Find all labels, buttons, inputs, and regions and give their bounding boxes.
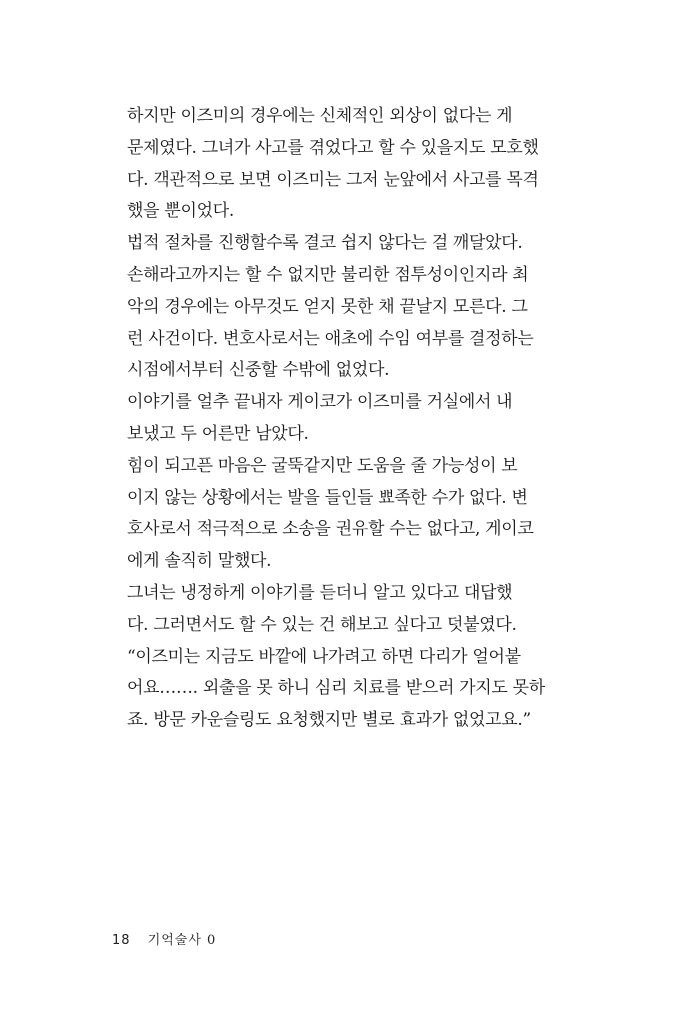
- paragraph-2: [112, 228, 560, 387]
- text-line: 문제였다. 그녀가 사고를 겪었다고 할 수 있을지도 모호했: [127, 137, 539, 158]
- text-line: 런 사건이다. 변호사로서는 애초에 수임 여부를 결정하는: [127, 328, 534, 349]
- text-line: 다. 그러면서도 할 수 있는 건 해보고 싶다고 덧붙였다.: [127, 614, 517, 635]
- text-line: 하지만 이즈미의 경우에는 신체적인 외상이 없다는 게: [127, 106, 513, 126]
- text-line: 손해라고까지는 할 수 없지만 불리한 점투성이인지라 최: [127, 264, 529, 285]
- text-line: 힘이 되고픈 마음은 굴뚝같지만 도움을 줄 가능성이 보: [127, 455, 518, 476]
- paragraph-5: [112, 578, 560, 642]
- paragraph-6: [112, 642, 560, 737]
- page-body: [112, 101, 560, 737]
- page-footer: [112, 929, 216, 948]
- paragraph-4: [112, 451, 560, 578]
- text-line: 보냈고 두 어른만 남았다.: [127, 423, 309, 444]
- page-number: 18: [112, 933, 131, 948]
- text-line: 어요……. 외출을 못 하니 심리 치료를 받으러 가지도 못하: [127, 678, 545, 699]
- text-line: 이야기를 얼추 끝내자 게이코가 이즈미를 거실에서 내: [127, 392, 513, 413]
- text-line: 에게 솔직히 말했다.: [127, 551, 272, 572]
- paragraph-3: [112, 387, 560, 451]
- text-line: 다. 객관적으로 보면 이즈미는 그저 눈앞에서 사고를 목격: [127, 169, 539, 190]
- book-title: 기억술사 0: [147, 933, 217, 948]
- text-line: 법적 절차를 진행할수록 결코 쉽지 않다는 걸 깨달았다.: [127, 233, 523, 254]
- text-line: “이즈미는 지금도 바깥에 나가려고 하면 다리가 얼어붙: [127, 646, 521, 667]
- text-line: 죠. 방문 카운슬링도 요청했지만 별로 효과가 없었고요.”: [127, 710, 531, 731]
- text-line: 시점에서부터 신중할 수밖에 없었다.: [127, 360, 390, 381]
- text-line: 이지 않는 상황에서는 발을 들인들 뾰족한 수가 없다. 변: [127, 487, 528, 508]
- paragraph-1: [112, 101, 560, 228]
- text-line: 호사로서 적극적으로 소송을 권유할 수는 없다고, 게이코: [127, 519, 534, 540]
- text-line: 악의 경우에는 아무것도 얻지 못한 채 끝날지 모른다. 그: [127, 296, 528, 317]
- text-line: 했을 뿐이었다.: [127, 201, 234, 222]
- text-line: 그녀는 냉정하게 이야기를 듣더니 알고 있다고 대답했: [127, 582, 513, 603]
